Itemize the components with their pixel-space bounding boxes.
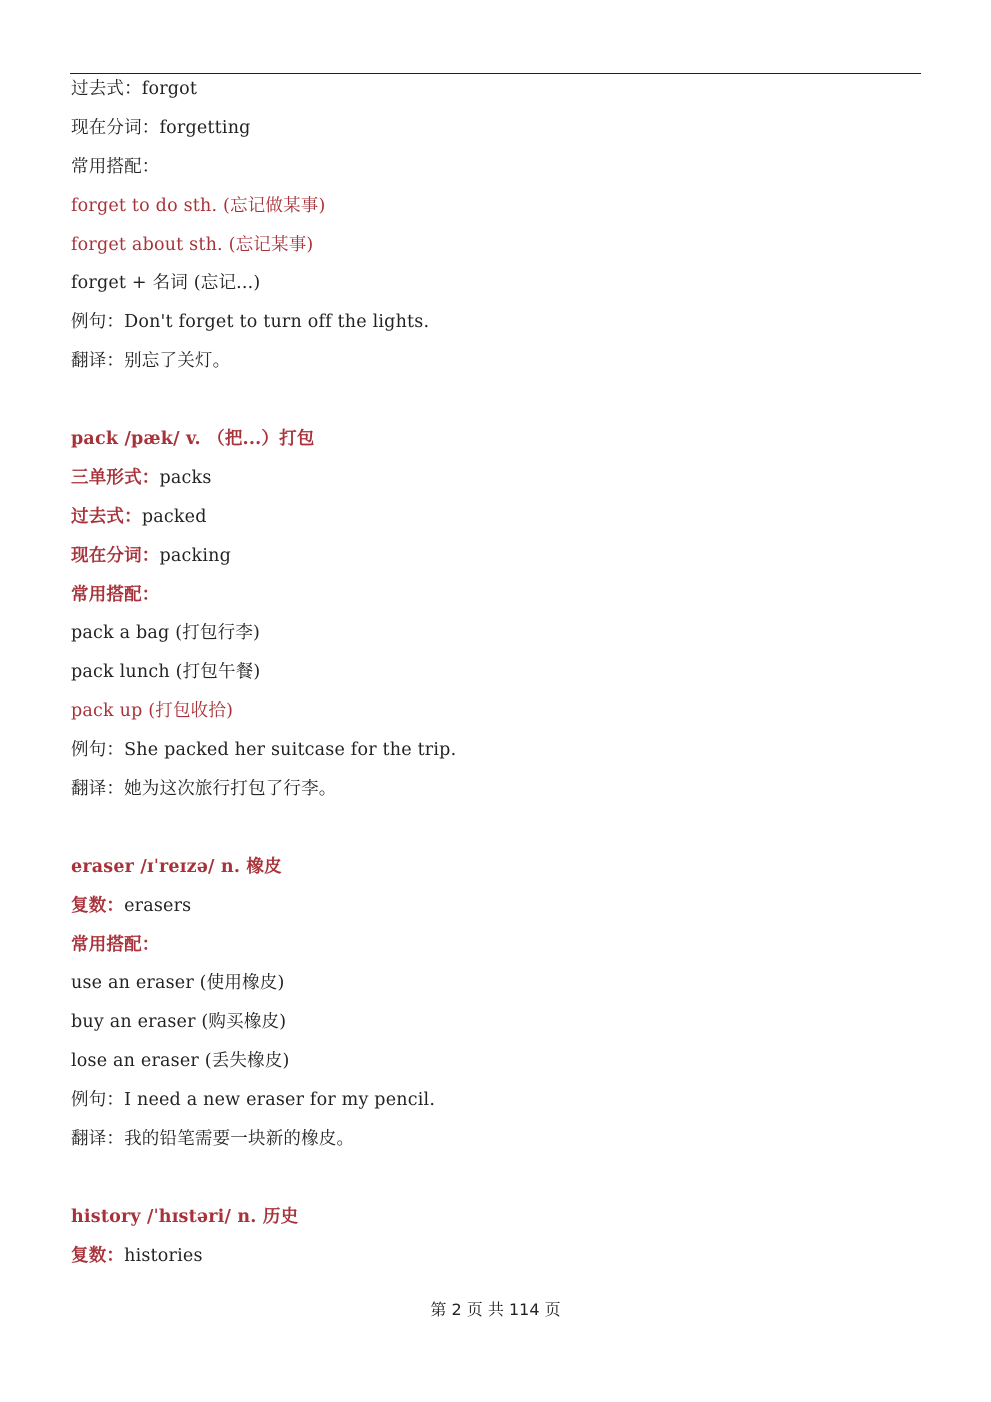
forget-translation: 翻译：别忘了关灯。 [71, 351, 231, 372]
history-headword: history /ˈhɪstəri/ n. 历史 [71, 1206, 299, 1227]
eraser-plural-label: 复数： [71, 895, 125, 916]
eraser-collocation: use an eraser (使用橡皮) [71, 973, 285, 994]
pack-past-value: packed [141, 506, 207, 527]
eraser-example: 例句：I need a new eraser for my pencil. [71, 1090, 436, 1111]
eraser-plural [71, 887, 921, 926]
forget-present-participle: 现在分词：forgetting [71, 117, 251, 138]
forget-collocation: forget to do sth. (忘记做某事) [71, 195, 326, 216]
pack-past [71, 498, 921, 537]
page-number-suffix: 页 [544, 1300, 561, 1319]
pack-present-participle [71, 537, 921, 576]
eraser-collocations-label: 常用搭配： [71, 934, 160, 955]
forget-collocation: forget + 名词 (忘记...) [71, 273, 261, 294]
pack-example: 例句：She packed her suitcase for the trip. [71, 740, 457, 761]
history-plural-value: histories [124, 1245, 203, 1266]
pack-collocations [71, 576, 921, 615]
history-plural [71, 1237, 921, 1276]
pack-collocation: pack up (打包收拾) [71, 701, 234, 722]
page-number-prefix: 第 [430, 1300, 447, 1319]
page-number-total: 114 [508, 1300, 540, 1319]
pack-past-label: 过去式： [71, 506, 142, 527]
page-number [0, 1297, 991, 1320]
spacer [71, 809, 921, 848]
forget-collocation: forget about sth. (忘记某事) [71, 234, 314, 255]
pack-translation: 翻译：她为这次旅行打包了行李。 [71, 779, 337, 800]
spacer [71, 381, 921, 420]
page-number-middle: 页 共 [466, 1300, 504, 1319]
pack-present-participle-value: packing [159, 545, 232, 566]
pack-headword: pack /pæk/ v. （把...）打包 [71, 429, 315, 450]
forget-past: 过去式：forgot [71, 79, 198, 99]
forget-collocations-label: 常用搭配： [71, 156, 160, 177]
pack-third-person-label: 三单形式： [71, 467, 160, 488]
pack-collocation: pack lunch (打包午餐) [71, 662, 261, 683]
eraser-collocation: buy an eraser (购买橡皮) [71, 1012, 287, 1033]
eraser-collocations [71, 926, 921, 965]
eraser-headword: eraser /ɪˈreɪzə/ n. 橡皮 [71, 856, 282, 877]
history-plural-label: 复数： [71, 1245, 125, 1266]
eraser-collocation: lose an eraser (丢失橡皮) [71, 1051, 290, 1072]
eraser-plural-value: erasers [124, 895, 192, 916]
pack-third-person-value: packs [159, 467, 212, 488]
eraser-translation: 翻译：我的铅笔需要一块新的橡皮。 [71, 1129, 355, 1150]
forget-example: 例句：Don't forget to turn off the lights. [71, 312, 430, 333]
pack-collocation: pack a bag (打包行李) [71, 623, 261, 644]
pack-collocations-label: 常用搭配： [71, 584, 160, 605]
page-number-current: 2 [451, 1300, 462, 1319]
page-content [71, 70, 921, 1276]
pack-present-participle-label: 现在分词： [71, 545, 160, 566]
pack-third-person [71, 459, 921, 498]
spacer [71, 1159, 921, 1198]
